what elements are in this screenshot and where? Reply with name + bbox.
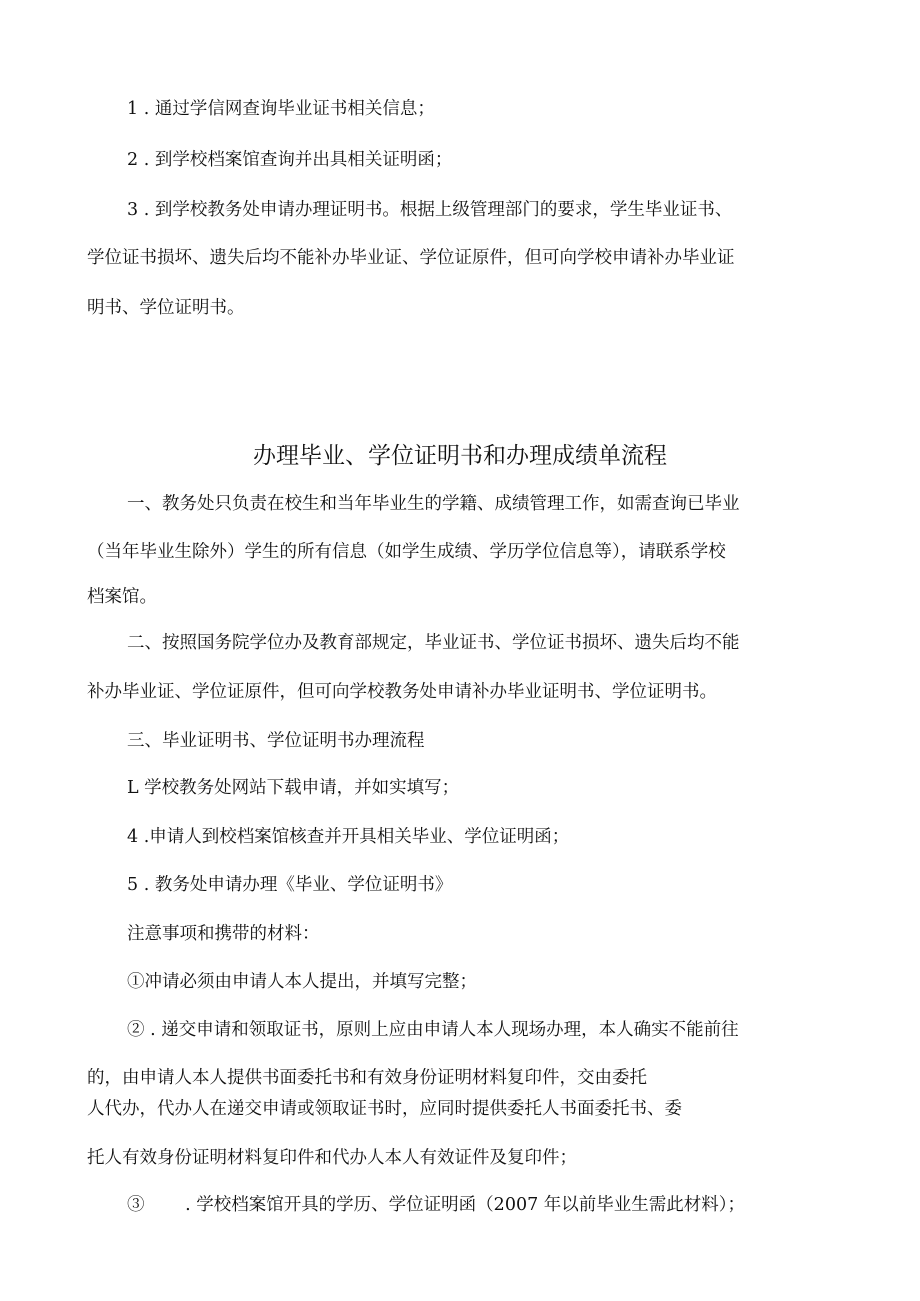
note-2-line-2: 的，由申请人本人提供书面委托书和有效身份证明材料复印件，交由委托 (87, 1068, 647, 1088)
paragraph-1-line-2: （当年毕业生除外）学生的所有信息（如学生成绩、学历学位信息等），请联系学校 (87, 542, 726, 562)
note-2-line-1: ② . 递交申请和领取证书，原则上应由申请人本人现场办理，本人确实不能前往 (127, 1020, 739, 1040)
paragraph-1-line-1: 一、教务处只负责在校生和当年毕业生的学籍、成绩管理工作，如需查询已毕业 (127, 494, 740, 514)
paragraph-1-line-3: 档案馆。 (87, 587, 157, 607)
note-1: ①冲请必须由申请人本人提出，并填写完整； (127, 972, 477, 992)
paragraph-3-heading: 三、毕业证明书、学位证明书办理流程 (127, 731, 425, 751)
note-3: ③ . 学校档案馆开具的学历、学位证明函（2007 年以前毕业生需此材料）； (127, 1195, 746, 1215)
paragraph-2-line-2: 补办毕业证、学位证原件，但可向学校教务处申请补办毕业证明书、学位证明书。 (87, 682, 717, 702)
paragraph-2-line-1: 二、按照国务院学位办及教育部规定，毕业证书、学位证书损坏、遗失后均不能 (127, 633, 740, 653)
intro-item-1: 1 . 通过学信网查询毕业证书相关信息； (127, 99, 435, 119)
note-2-line-4: 托人有效身份证明材料复印件和代办人本人有效证件及复印件； (87, 1148, 577, 1168)
intro-item-3-line-1: 3 . 到学校教务处申请办理证明书。根据上级管理部门的要求，学生毕业证书、 (127, 200, 733, 220)
intro-item-3-line-2: 学位证书损坏、遗失后均不能补办毕业证、学位证原件，但可向学校申请补办毕业证 (87, 248, 735, 268)
section-title: 办理毕业、学位证明书和办理成绩单流程 (253, 443, 667, 469)
note-2-line-3: 人代办，代办人在递交申请或领取证书时，应同时提供委托人书面委托书、委 (87, 1099, 682, 1119)
step-3: 5 . 教务处申请办理《毕业、学位证明书》 (127, 875, 453, 895)
intro-item-3-line-3: 明书、学位证明书。 (87, 298, 245, 318)
step-1: L 学校教务处网站下载申请，并如实填写； (127, 778, 460, 798)
notes-heading: 注意事项和携带的材料： (127, 924, 320, 944)
intro-item-2: 2 . 到学校档案馆查询并出具相关证明函； (127, 150, 453, 170)
step-2: 4 .申请人到校档案馆核查并开具相关毕业、学位证明函； (127, 827, 570, 847)
